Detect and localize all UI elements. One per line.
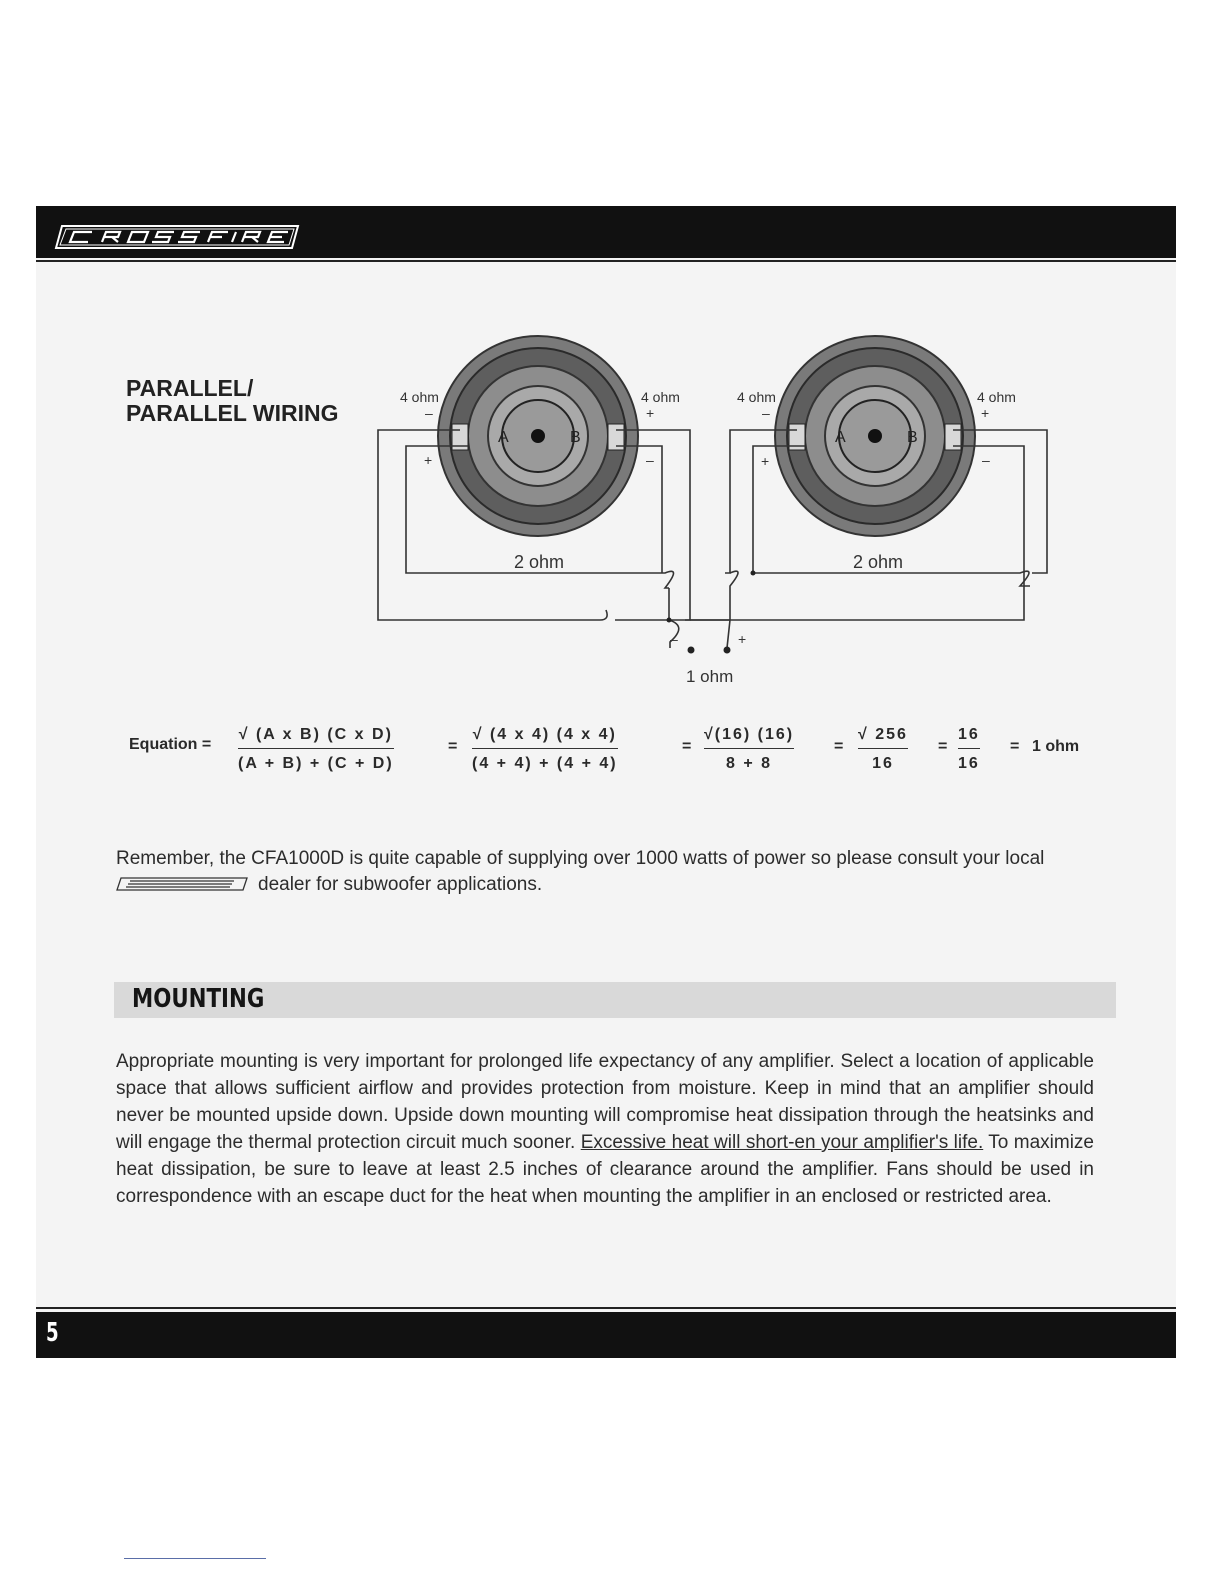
- equals-sign: =: [1010, 738, 1020, 755]
- speaker-right-coil-b: B: [907, 429, 918, 446]
- speaker-right-coil-a: A: [835, 429, 846, 446]
- right-speaker-left-rating: 4 ohm: [737, 389, 776, 405]
- speaker-left-coil-a: A: [498, 429, 509, 446]
- header-rule: [36, 260, 1176, 262]
- crossfire-inline-logo: [116, 877, 248, 891]
- wiring-title-line1: PARALLEL/: [126, 375, 254, 401]
- junction-dot: [751, 571, 756, 576]
- power-note-line1: Remember, the CFA1000D is quite capable of supplying over 1000 watts of power so please consult your local: [116, 848, 1045, 869]
- right-speaker-combined: 2 ohm: [853, 552, 904, 572]
- junction-dot: [667, 618, 672, 623]
- mounting-text-continued: To maximize heat dissipation, be sure to leave at least 2.5 inches of clearance around the amplifier. Fans should be used in correspondence with an escape duct for the heat when mounting the amplifier in an enclosed or restricted area.: [116, 1132, 1094, 1207]
- speaker-left-center: [531, 429, 545, 443]
- equation-label: Equation =: [129, 736, 212, 753]
- left-speaker-right-rating: 4 ohm: [641, 389, 680, 405]
- polarity-minus: –: [425, 405, 433, 421]
- final-impedance: 1 ohm: [686, 667, 734, 686]
- parallel-wiring-diagram: [370, 330, 1070, 700]
- equals-sign: =: [682, 738, 692, 755]
- mounting-warning: Excessive heat will short-en your amplifier's life.: [580, 1132, 984, 1153]
- wiring-title-line2: PARALLEL WIRING: [126, 400, 339, 426]
- mounting-paragraph: [116, 1048, 1094, 1210]
- page-number: 5: [46, 1318, 59, 1348]
- polarity-plus: +: [981, 405, 990, 421]
- polarity-plus: +: [424, 452, 433, 468]
- mounting-title: MOUNTING: [132, 984, 265, 1014]
- equation-term-1: $\frac{\text{√ (A x B) (C x D)}}{(A + B) + (C + D)}$: [238, 726, 394, 772]
- output-plus-label: +: [738, 631, 747, 647]
- output-minus-terminal: [688, 647, 695, 654]
- right-speaker-right-rating: 4 ohm: [977, 389, 1016, 405]
- speaker-right: [775, 336, 975, 536]
- power-note-line2: [116, 872, 1126, 898]
- crossfire-logo: [52, 224, 300, 250]
- speaker-left-coil-b: B: [570, 429, 581, 446]
- polarity-plus: +: [761, 453, 770, 469]
- equation-term-2: $\frac{√ (4 x 4) (4 x 4)}{(4 + 4) + (4 + 4)}$: [472, 726, 618, 772]
- output-plus-terminal: [724, 647, 731, 654]
- footer-rule: [36, 1307, 1176, 1309]
- equation-term-5: $\frac{16}{16}$: [958, 726, 980, 772]
- power-note-line2-text: dealer for subwoofer applications.: [258, 874, 543, 895]
- speaker-right-center: [868, 429, 882, 443]
- speaker-left: [438, 336, 638, 536]
- footer-bar: [36, 1312, 1176, 1358]
- wiring-title: [126, 376, 339, 426]
- polarity-minus: –: [762, 405, 770, 421]
- polarity-plus: +: [646, 405, 655, 421]
- polarity-minus: –: [982, 452, 990, 468]
- equals-sign: =: [834, 738, 844, 755]
- power-note: [116, 846, 1126, 898]
- equation-term-4: $\frac{√ 256}{16}$: [858, 726, 908, 772]
- left-speaker-combined: 2 ohm: [514, 552, 565, 572]
- scan-artifact-line: [124, 1558, 266, 1559]
- equals-sign: =: [448, 738, 458, 755]
- equation-term-3: $\frac{√(16) (16)}{8 + 8}$: [704, 726, 795, 772]
- equals-sign: =: [938, 738, 948, 755]
- mounting-text: Appropriate mounting is very important for prolonged life expectancy of any amplifier. Select a location of applicable space that allows sufficient airflow and provides protection from moisture. Keep in mind that an amplifier should never be mounted upside down. Upside down mounting will compromise heat dissipation through the heatsinks and will engage the thermal protection circuit much sooner.: [116, 1051, 1094, 1153]
- output-minus-label: –: [670, 631, 678, 647]
- left-speaker-left-rating: 4 ohm: [400, 389, 439, 405]
- polarity-minus: –: [646, 452, 654, 468]
- equation-result: 1 ohm: [1032, 738, 1080, 755]
